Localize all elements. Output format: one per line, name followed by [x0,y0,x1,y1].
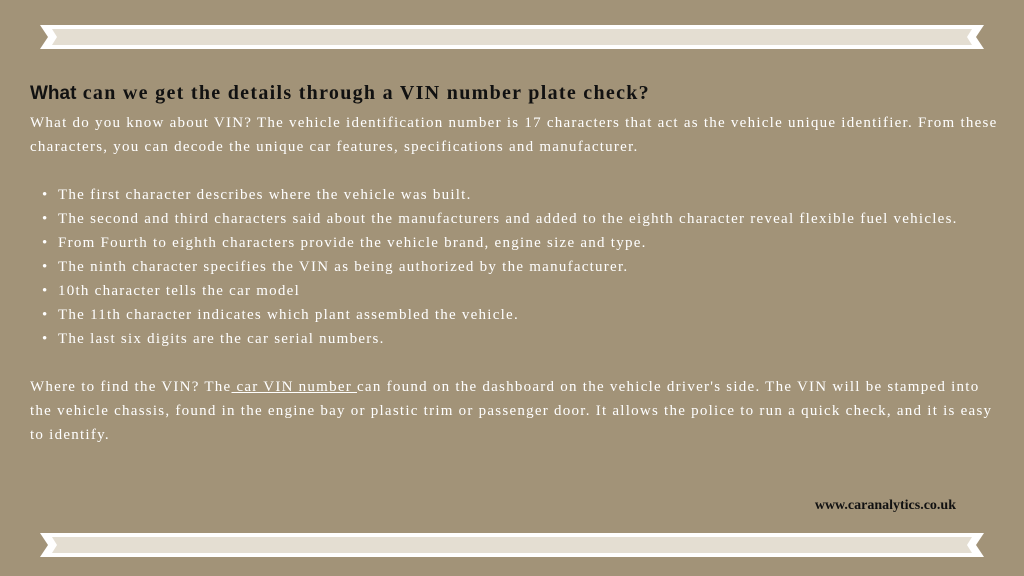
heading-rest: can we get the details through a VIN number plate check? [76,82,650,104]
list-item: • The ninth character specifies the VIN as being authorized by the manufacturer. [30,255,998,279]
find-vin-text-before: Where to find the VIN? The [30,379,232,395]
website-url: www.caranalytics.co.uk [814,498,956,513]
bullet-dot-icon: • [42,187,49,203]
bullet-dot-icon: • [42,235,49,251]
list-item: • The last six digits are the car serial numbers. [30,327,998,351]
list-item: • From Fourth to eighth characters provide the vehicle brand, engine size and type. [30,231,998,255]
bullet-dot-icon: • [42,211,49,227]
intro-paragraph: What do you know about VIN? The vehicle identification number is 17 characters that act as the vehicle unique identifier. From these characters, you can decode the unique car features, specifications and manufacturer. [30,115,998,155]
bullet-dot-icon: • [42,283,49,299]
heading-lead-word: What [30,83,77,104]
find-vin-paragraph [30,375,998,447]
article-heading [30,80,998,107]
bullet-dot-icon: • [42,259,49,275]
top-ribbon-banner [40,25,984,49]
bullet-dot-icon: • [42,331,49,347]
find-vin-text-after: can found on the dashboard on the vehicle driver's side. The VIN will be stamped into the vehicle chassis, found in the engine bay or plastic trim or passenger door. It allows the police to run a quick check, and it is easy to identify. [30,379,993,443]
bottom-ribbon-banner [40,533,984,557]
list-item: • 10th character tells the car model [30,279,998,303]
car-vin-number-link[interactable]: car VIN number [231,379,358,395]
article-content [30,80,998,447]
list-item: • The first character describes where the vehicle was built. [30,183,998,207]
list-item: • The 11th character indicates which plant assembled the vehicle. [30,303,998,327]
vin-character-list [30,183,998,351]
list-item: • The second and third characters said about the manufacturers and added to the eighth character reveal flexible fuel vehicles. [30,207,998,231]
bullet-dot-icon: • [42,307,49,323]
